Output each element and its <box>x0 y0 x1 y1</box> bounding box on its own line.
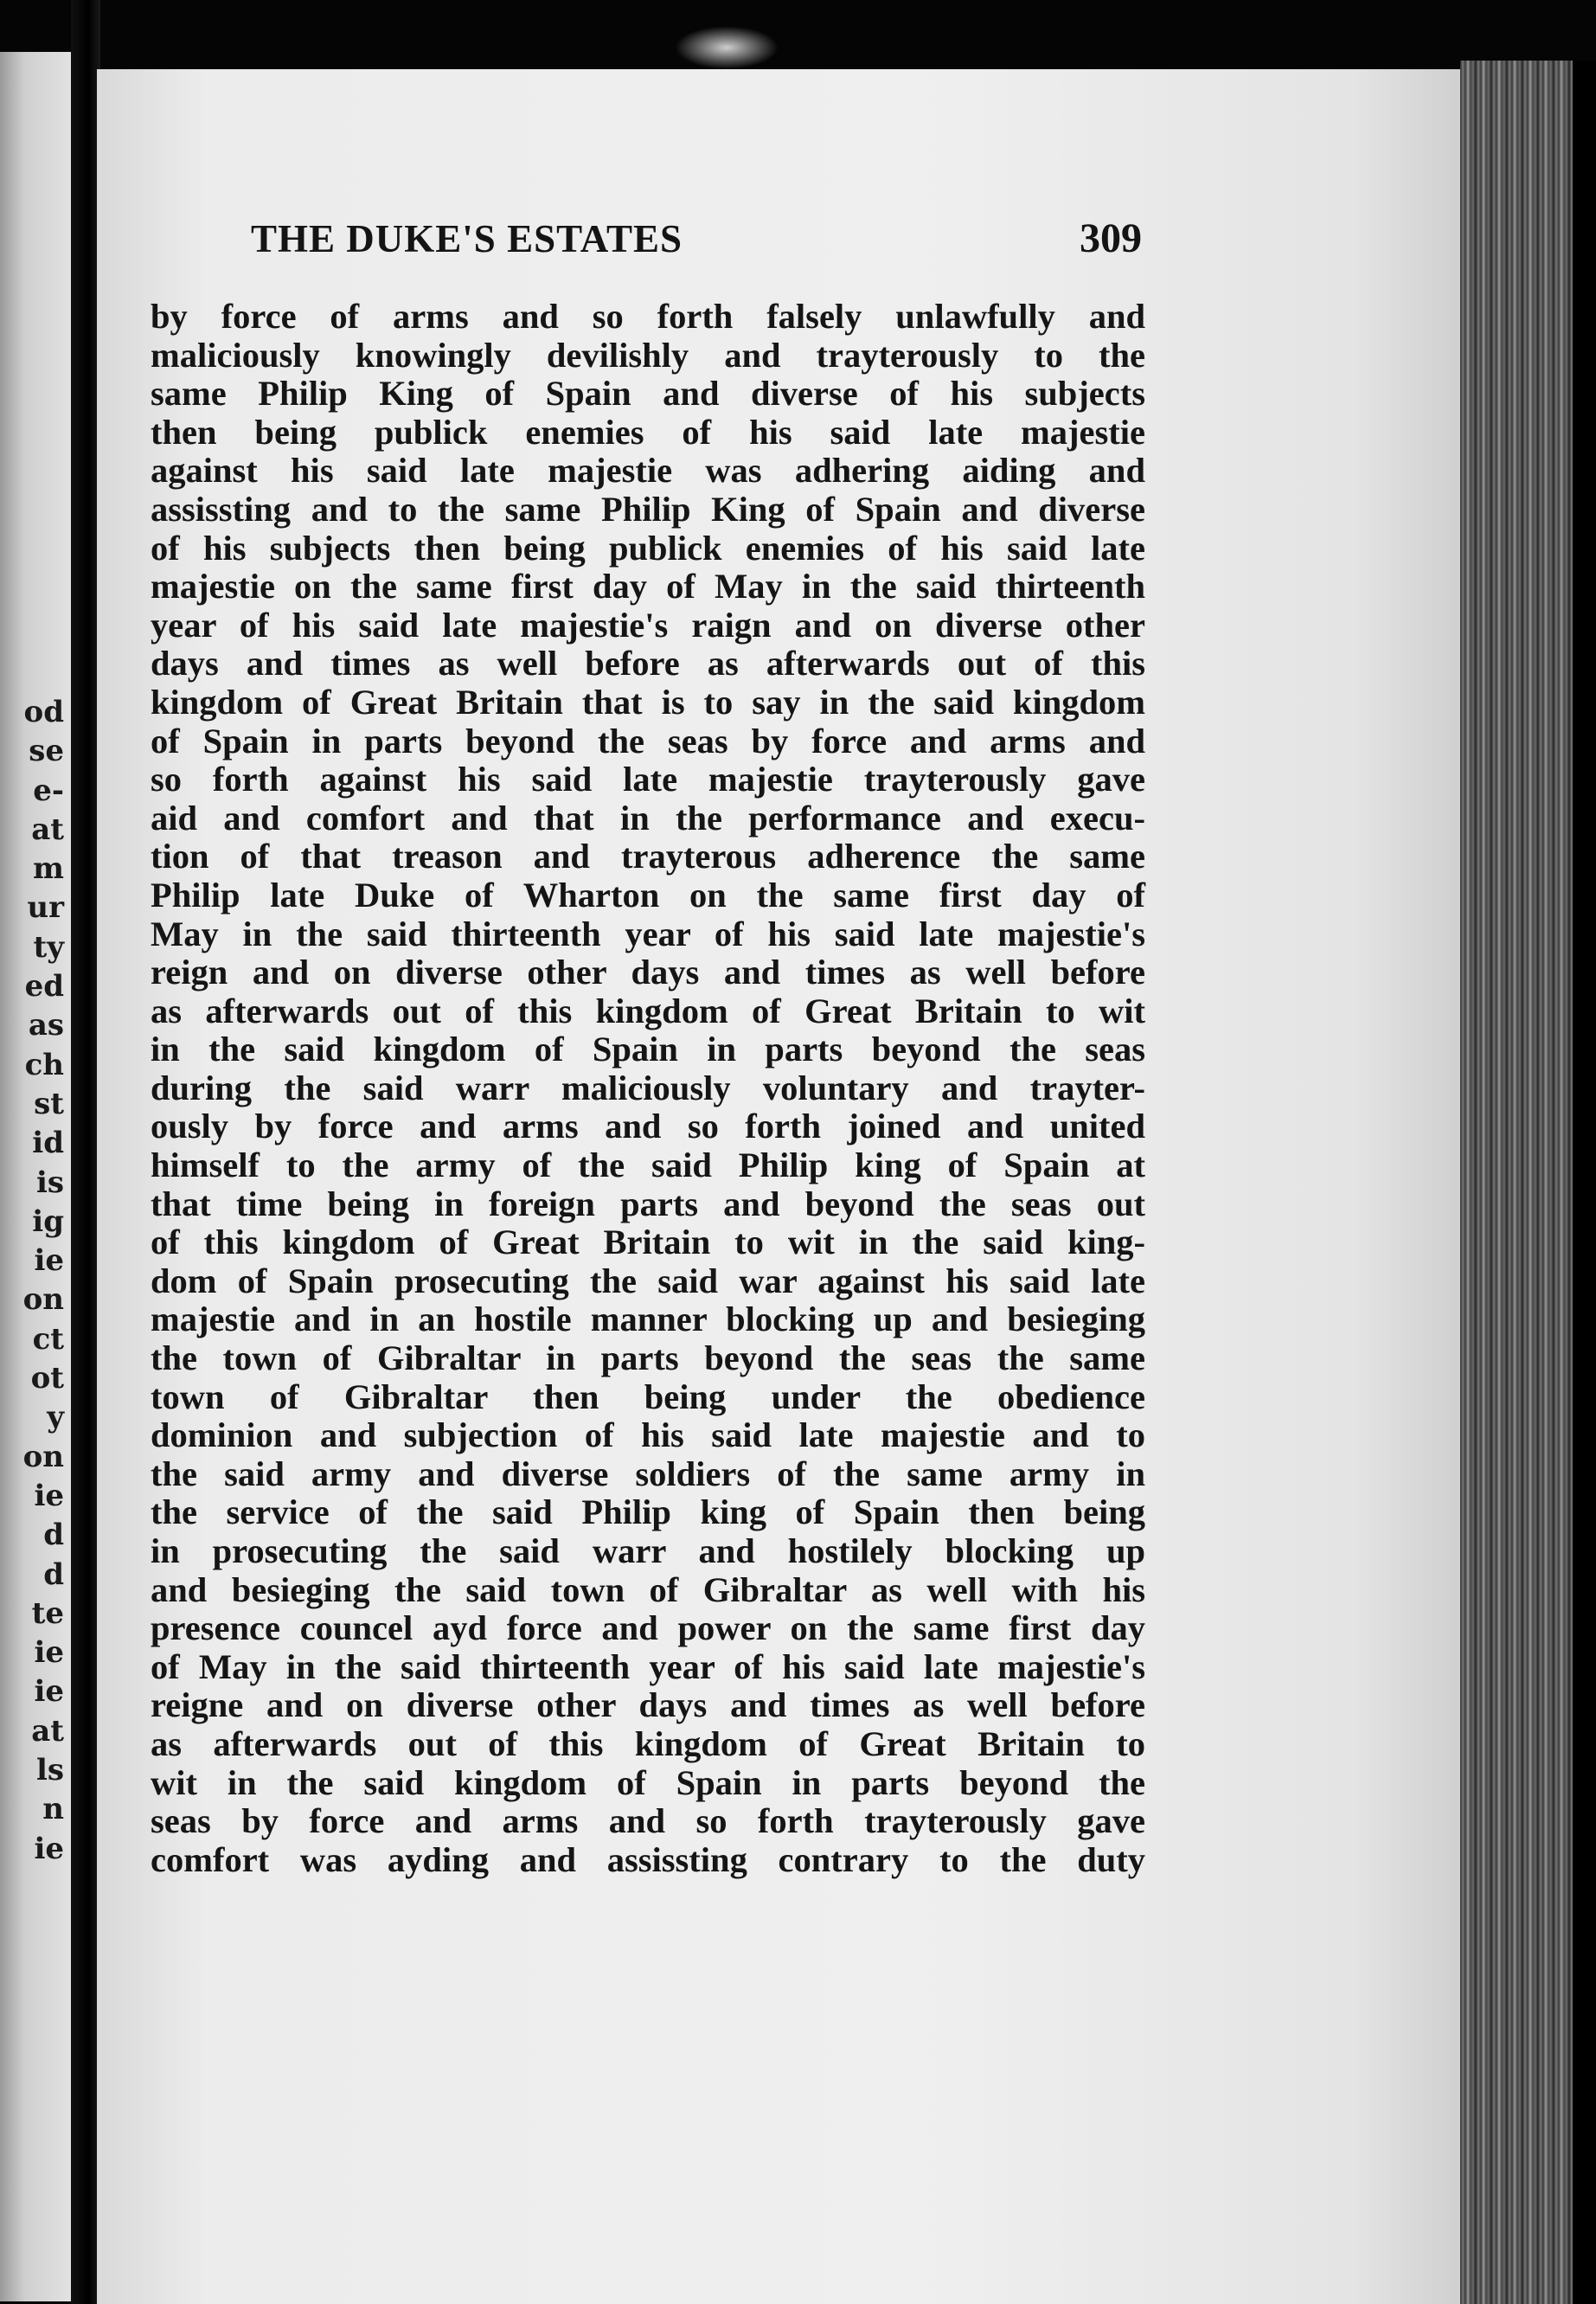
left-page-fragment: te <box>31 1595 64 1631</box>
text-line: town of Gibraltar then being under the obedience <box>151 1377 1145 1416</box>
text-line: dominion and subjection of his said late majestie and to <box>151 1415 1145 1455</box>
text-line: the service of the said Philip king of Spain then being <box>151 1492 1145 1532</box>
text-line: the said army and diverse soldiers of the same army in <box>151 1454 1145 1493</box>
left-page-fragment: y <box>47 1400 64 1435</box>
text-line: in the said kingdom of Spain in parts beyond the seas <box>151 1030 1145 1069</box>
text-line: himself to the army of the said Philip king of Spain at <box>151 1146 1145 1185</box>
left-page-fragment: st <box>34 1086 64 1121</box>
text-line: wit in the said kingdom of Spain in parts beyond the <box>151 1762 1145 1802</box>
left-page-fragment: ie <box>34 1674 64 1710</box>
left-page-fragment: ls <box>35 1753 64 1788</box>
left-page-fragment: ch <box>24 1047 64 1082</box>
left-page-edge <box>0 52 71 2301</box>
text-line: of his subjects then being publick enemies of his said late <box>151 528 1145 568</box>
left-page-fragment: on <box>22 1439 64 1474</box>
text-line: by force of arms and so forth falsely unlawfully and <box>151 297 1145 336</box>
left-page-fragment: ct <box>32 1321 64 1357</box>
left-page-fragment: ie <box>34 1831 64 1866</box>
text-line: dom of Spain prosecuting the said war against his said late <box>151 1261 1145 1300</box>
running-title: THE DUKE'S ESTATES <box>251 217 683 260</box>
running-head <box>251 216 1142 268</box>
text-line: and besieging the said town of Gibraltar as well with his <box>151 1569 1145 1609</box>
text-line: days and times as well before as afterwards out of this <box>151 644 1145 683</box>
left-page-fragment: ie <box>34 1478 64 1513</box>
left-page-fragment: d <box>43 1518 64 1553</box>
left-page-fragment: ie <box>34 1635 64 1671</box>
text-line: against his said late majestie was adhering aiding and <box>151 451 1145 491</box>
left-page-fragment: ed <box>24 969 64 1004</box>
text-line: year of his said late majestie's raign and on diverse other <box>151 605 1145 645</box>
text-line: of May in the said thirteenth year of his said late majestie's <box>151 1646 1145 1686</box>
left-page-fragment: od <box>23 695 64 729</box>
left-page-fragment: m <box>33 851 64 887</box>
text-line: majestie on the same first day of May in the said thirteenth <box>151 567 1145 606</box>
left-page-fragment: at <box>31 1713 64 1749</box>
text-line: assissting and to the same Philip King of Spain and diverse <box>151 489 1145 529</box>
text-line: of Spain in parts beyond the seas by force and arms and <box>151 721 1145 761</box>
left-page-text-fragments <box>0 692 71 1868</box>
text-line: May in the said thirteenth year of his said late majestie's <box>151 914 1145 953</box>
text-line: reigne and on diverse other days and times as well before <box>151 1685 1145 1725</box>
body-text <box>151 298 1145 1879</box>
text-line: presence councel ayd force and power on the same first day <box>151 1608 1145 1648</box>
text-line: kingdom of Great Britain that is to say in the said kingdom <box>151 682 1145 722</box>
text-line: the town of Gibraltar in parts beyond the seas the same <box>151 1338 1145 1378</box>
scan-smudge <box>675 26 779 69</box>
left-page-fragment: ur <box>27 890 64 926</box>
text-line: same Philip King of Spain and diverse of his subjects <box>151 374 1145 414</box>
left-page-fragment: is <box>35 1165 64 1200</box>
left-page-fragment: ig <box>32 1203 64 1239</box>
text-line: as afterwards out of this kingdom of Great Britain to wit <box>151 991 1145 1030</box>
page-number: 309 <box>1080 215 1142 261</box>
text-line: in prosecuting the said warr and hostilely blocking up <box>151 1531 1145 1570</box>
text-line: aid and comfort and that in the performance and execu- <box>151 798 1145 838</box>
text-line: tion of that treason and trayterous adherence the same <box>151 837 1145 876</box>
left-page-fragment: ty <box>33 929 64 965</box>
left-page-fragment: at <box>31 812 64 847</box>
text-line: Philip late Duke of Wharton on the same first day of <box>151 875 1145 915</box>
left-page-fragment: on <box>22 1282 64 1318</box>
text-line: that time being in foreign parts and beyond the seas out <box>151 1184 1145 1223</box>
text-line: comfort was ayding and assissting contrary to the duty <box>151 1839 1145 1879</box>
text-line: so forth against his said late majestie trayterously gave <box>151 760 1145 799</box>
page-stack-edges <box>1460 61 1573 2304</box>
left-page-fragment: ot <box>30 1361 64 1396</box>
left-page-fragment: d <box>43 1556 64 1592</box>
left-page-fragment: id <box>32 1126 64 1161</box>
left-page-fragment: se <box>29 734 64 769</box>
text-line: during the said warr maliciously voluntary and trayter- <box>151 1068 1145 1107</box>
text-line: then being publick enemies of his said late majestie <box>151 412 1145 452</box>
left-page-fragment: ie <box>34 1243 64 1279</box>
text-line: seas by force and arms and so forth trayterously gave <box>151 1801 1145 1841</box>
text-line: ously by force and arms and so forth joined and united <box>151 1107 1145 1146</box>
left-page-fragment: n <box>42 1792 64 1827</box>
text-line: maliciously knowingly devilishly and trayterously to the <box>151 335 1145 375</box>
text-line: reign and on diverse other days and times as well before <box>151 953 1145 992</box>
book-gutter <box>71 0 100 2304</box>
left-page-fragment: e- <box>33 773 64 808</box>
text-line: of this kingdom of Great Britain to wit in the said king- <box>151 1223 1145 1262</box>
text-line: majestie and in an hostile manner blocking up and besieging <box>151 1300 1145 1339</box>
left-page-fragment: as <box>28 1008 64 1043</box>
text-line: as afterwards out of this kingdom of Great Britain to <box>151 1723 1145 1763</box>
